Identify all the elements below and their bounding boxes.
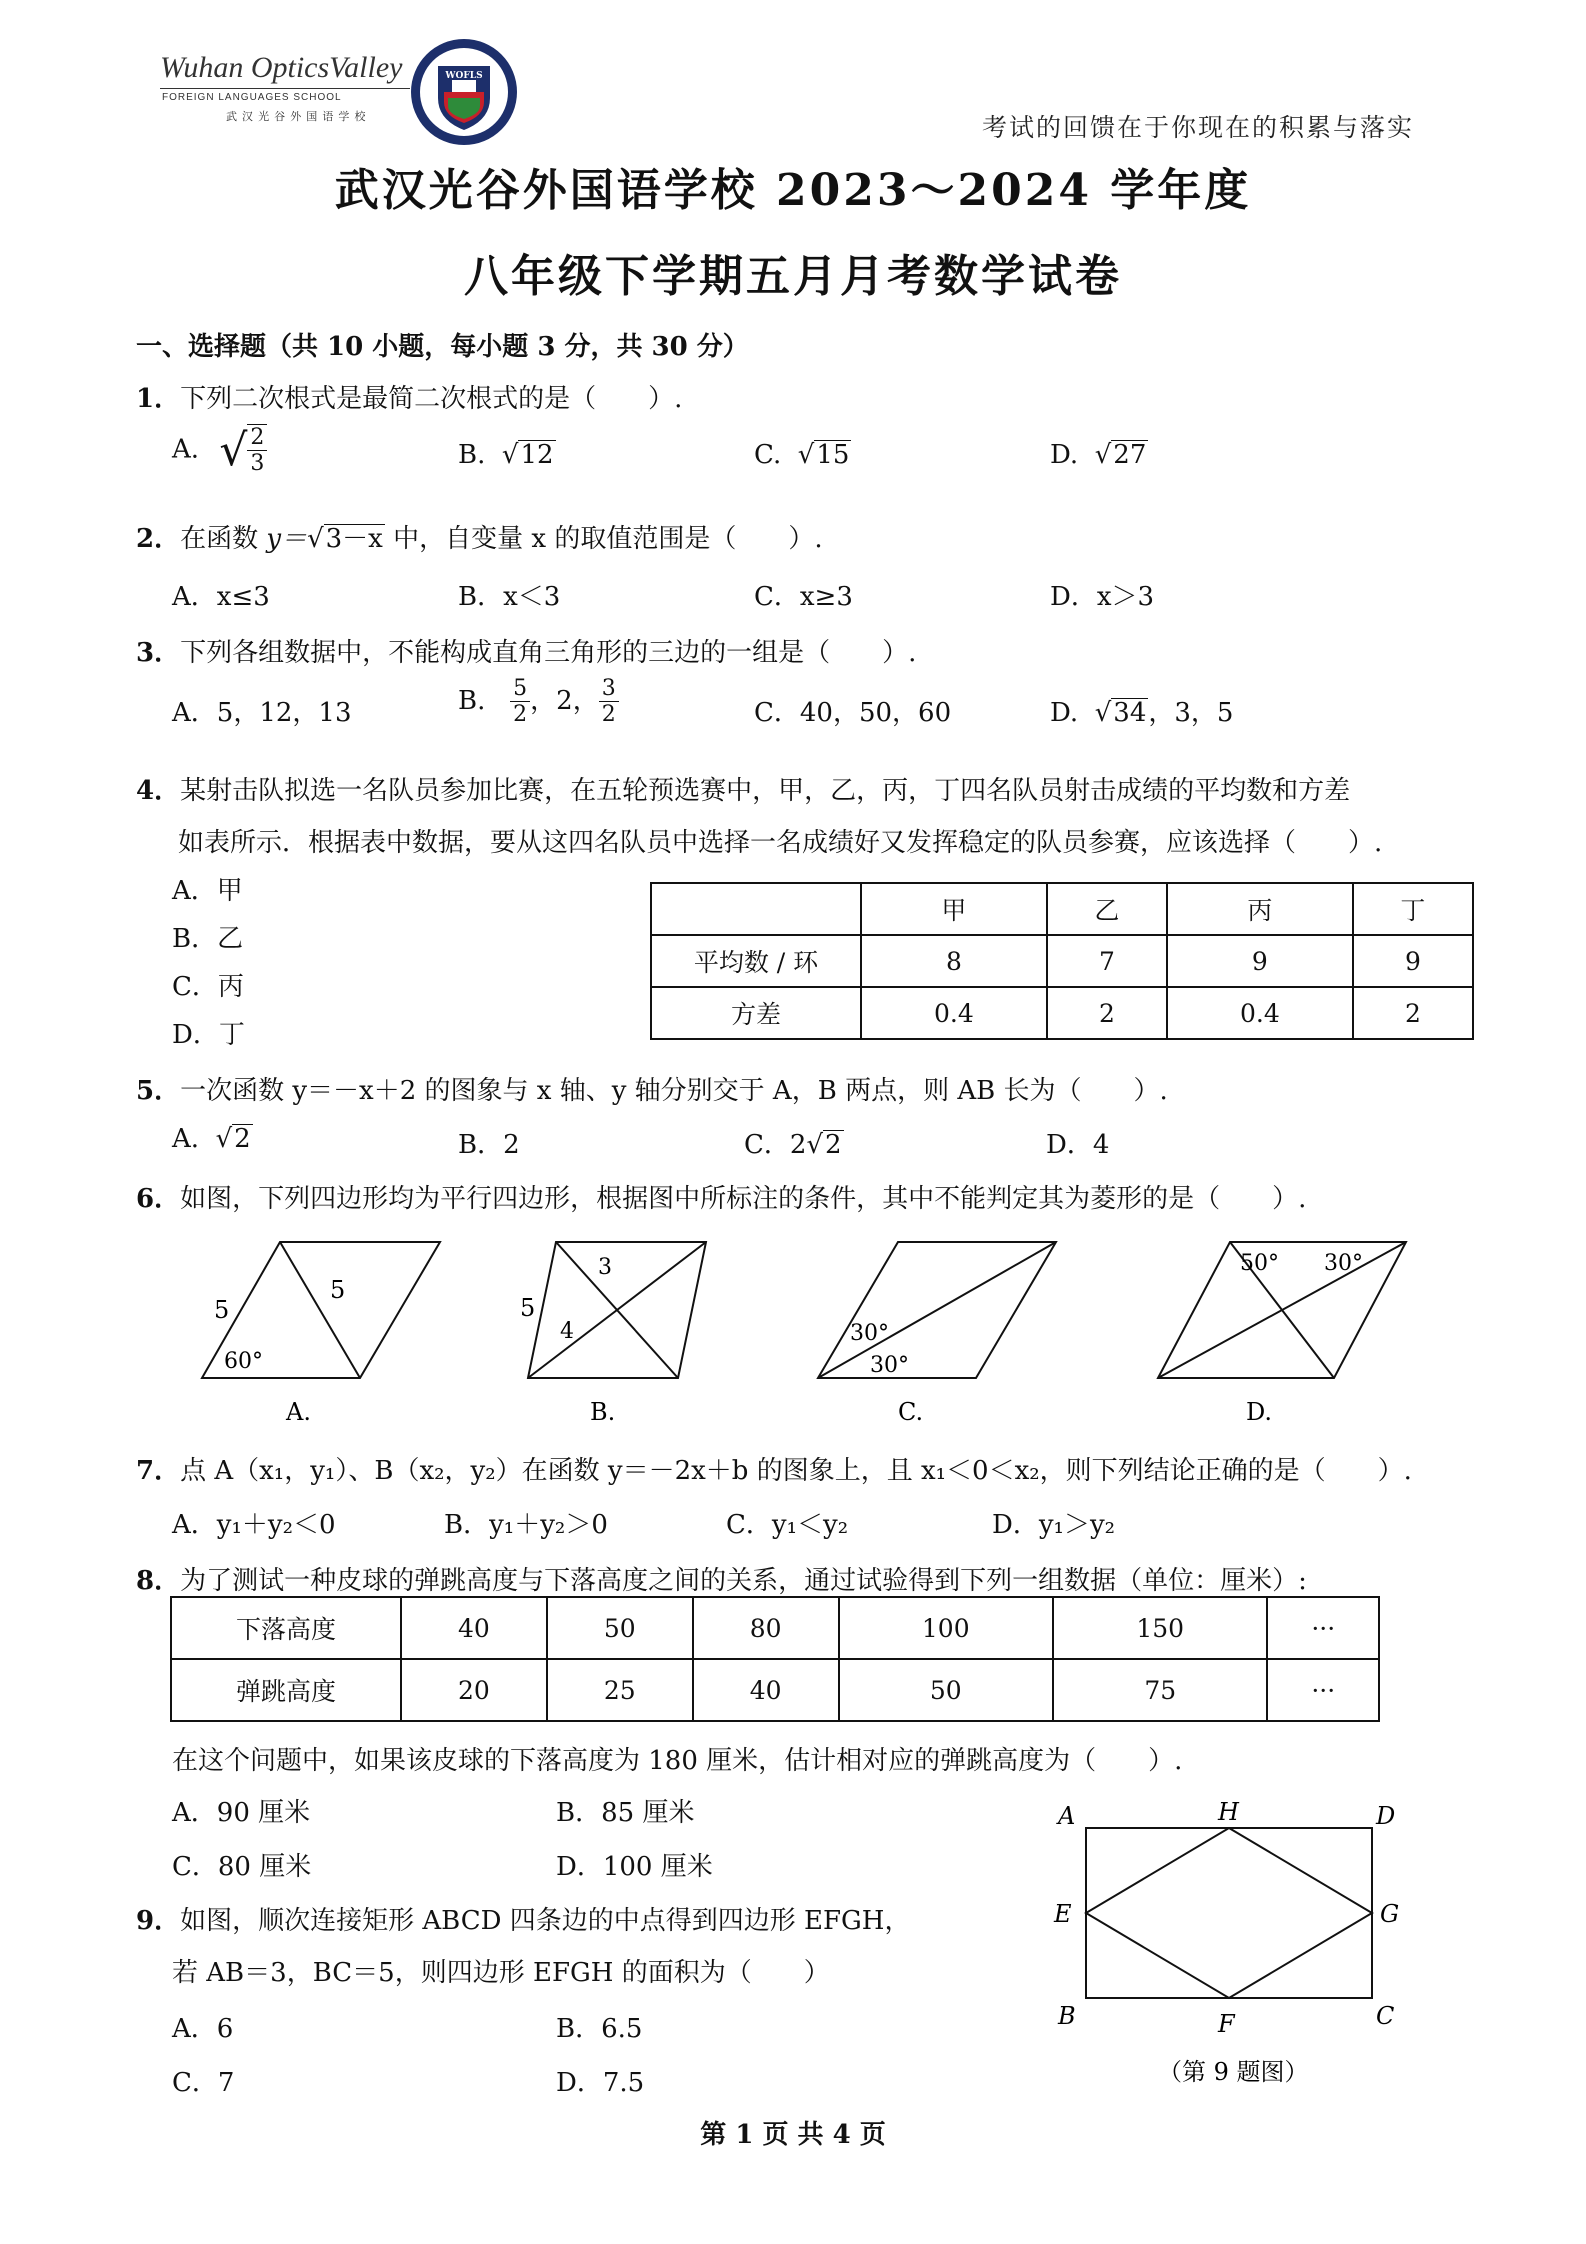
q4-option-a: A．甲 (172, 876, 243, 906)
q9-option-a: A．6 (172, 2014, 234, 2044)
svg-text:E: E (1054, 1900, 1072, 1928)
svg-text:D: D (1376, 1802, 1396, 1830)
q8-data-table: 下落高度 40 50 80 100 150 ··· 弹跳高度 20 25 40 50 75 ··· (170, 1596, 1380, 1722)
q6-figure-d (1158, 1242, 1406, 1378)
svg-text:B: B (1058, 2002, 1076, 2030)
q7-option-a: A．y₁＋y₂＜0 (172, 1510, 336, 1540)
q7-option-c: C．y₁＜y₂ (726, 1510, 849, 1540)
q6-figures (190, 1228, 1430, 1438)
q2-option-a: A．x≤3 (172, 582, 270, 612)
q1-option-c: C. √15 (754, 440, 850, 470)
svg-text:G: G (1380, 1900, 1400, 1928)
q8-option-d: D．100 厘米 (556, 1852, 713, 1882)
q5-option-c: C．2√2 (744, 1130, 842, 1160)
question-3: 3．下列各组数据中，不能构成直角三角形的三边的一组是（ ）. (136, 638, 917, 668)
question-4: 4．某射击队拟选一名队员参加比赛，在五轮预选赛中，甲，乙，丙，丁四名队员射击成绩的平均数和方差 (136, 776, 1351, 806)
question-2: 2．在函数 y＝√3－x 中，自变量 x 的取值范围是（ ）. (136, 524, 823, 554)
q2-option-d: D．x＞3 (1050, 582, 1155, 612)
q4-option-c: C．丙 (172, 972, 244, 1002)
q4-stats-table: 甲 乙 丙 丁 平均数 / 环 8 7 9 9 方差 0.4 2 0.4 2 (650, 882, 1474, 1040)
q2-option-b: B．x＜3 (458, 582, 561, 612)
page-footer: 第 1 页 共 4 页 (700, 2120, 886, 2150)
q6-figure-c (818, 1242, 1056, 1378)
svg-text:D.: D. (1246, 1398, 1273, 1426)
svg-text:5: 5 (330, 1276, 346, 1304)
section-heading: 一、选择题（共 10 小题，每小题 3 分，共 30 分） (136, 332, 749, 362)
q9-option-d: D．7.5 (556, 2068, 645, 2098)
svg-text:WOFLS: WOFLS (445, 71, 483, 81)
q5-option-b: B．2 (458, 1130, 520, 1160)
svg-text:50°: 50° (1240, 1251, 1279, 1276)
svg-text:（第 9 题图）: （第 9 题图） (1158, 2058, 1309, 2086)
svg-text:C.: C. (898, 1398, 924, 1426)
q7-option-b: B．y₁＋y₂＞0 (444, 1510, 608, 1540)
header-motto: 考试的回馈在于你现在的积累与落实 (982, 113, 1415, 142)
logo-sub-chinese: 武 汉 光 谷 外 国 语 学 校 (226, 111, 367, 123)
q6-figure-b (528, 1242, 706, 1378)
q9-rectangle-figure (1040, 1790, 1420, 2090)
logo-sub-english: FOREIGN LANGUAGES SCHOOL (162, 92, 342, 103)
svg-text:30°: 30° (1324, 1251, 1363, 1276)
svg-text:C: C (1376, 2002, 1395, 2030)
svg-text:3: 3 (598, 1255, 612, 1280)
q4-option-d: D．丁 (172, 1020, 245, 1050)
question-9: 9．如图，顺次连接矩形 ABCD 四条边的中点得到四边形 EFGH， (136, 1906, 911, 1936)
question-6: 6．如图，下列四边形均为平行四边形，根据图中所标注的条件，其中不能判定其为菱形的是（ ）. (136, 1184, 1307, 1214)
q1-option-b: B. √12 (458, 440, 554, 470)
q2-option-c: C．x≥3 (754, 582, 853, 612)
svg-text:30°: 30° (850, 1321, 889, 1346)
question-7: 7．点 A（x₁，y₁）、B（x₂，y₂）在函数 y＝－2x＋b 的图象上，且 x₁＜0＜x₂，则下列结论正确的是（ ）. (136, 1456, 1412, 1486)
svg-text:F: F (1218, 2010, 1235, 2038)
q8-option-b: B．85 厘米 (556, 1798, 695, 1828)
svg-text:H: H (1218, 1798, 1239, 1826)
q1-option-d: D. √27 (1050, 440, 1147, 470)
question-1: 1．下列二次根式是最简二次根式的是（ ）. (136, 384, 683, 414)
q3-option-a: A．5，12，13 (172, 698, 352, 728)
school-logo (160, 48, 530, 138)
svg-text:B.: B. (590, 1398, 616, 1426)
school-badge-icon (408, 36, 520, 148)
svg-text:4: 4 (560, 1319, 574, 1344)
q1-option-a: A. √ $\frac{2}{3}$ (172, 424, 267, 477)
q5-option-a: A. √2 (172, 1124, 251, 1154)
svg-text:A.: A. (286, 1398, 311, 1426)
svg-text:A: A (1058, 1802, 1076, 1830)
svg-text:5: 5 (520, 1294, 536, 1322)
question-4-line2: 如表所示．根据表中数据，要从这四名队员中选择一名成绩好又发挥稳定的队员参赛，应该选择（ ）. (178, 828, 1383, 858)
q9-option-c: C．7 (172, 2068, 235, 2098)
q3-option-d: D. √34，3，5 (1050, 698, 1234, 728)
q3-option-c: C．40，50，60 (754, 698, 952, 728)
question-8-line2: 在这个问题中，如果该皮球的下落高度为 180 厘米，估计相对应的弹跳高度为（ ）. (172, 1746, 1183, 1776)
logo-main-text: Wuhan OpticsValley (160, 51, 403, 84)
exam-title-line1: 武汉光谷外国语学校 2023～2024 学年度 (334, 165, 1252, 216)
q3-option-b: B. $\frac{5}{2}$ ，2， $\frac{3}{2}$ (458, 676, 619, 728)
svg-text:5: 5 (214, 1296, 230, 1324)
q8-option-a: A．90 厘米 (172, 1798, 311, 1828)
q4-option-b: B．乙 (172, 924, 244, 954)
question-8: 8．为了测试一种皮球的弹跳高度与下落高度之间的关系，通过试验得到下列一组数据（单位：厘米）: (136, 1566, 1307, 1596)
question-5: 5．一次函数 y＝－x＋2 的图象与 x 轴、y 轴分别交于 A，B 两点，则 AB 长为（ ）. (136, 1076, 1168, 1106)
question-9-line2: 若 AB＝3，BC＝5，则四边形 EFGH 的面积为（ ） (172, 1958, 830, 1988)
svg-text:60°: 60° (224, 1349, 263, 1374)
exam-title-line2: 八年级下学期五月月考数学试卷 (464, 251, 1122, 302)
q9-option-b: B．6.5 (556, 2014, 643, 2044)
q5-option-d: D．4 (1046, 1130, 1110, 1160)
svg-text:30°: 30° (870, 1353, 909, 1378)
q8-option-c: C．80 厘米 (172, 1852, 312, 1882)
q7-option-d: D．y₁＞y₂ (992, 1510, 1116, 1540)
